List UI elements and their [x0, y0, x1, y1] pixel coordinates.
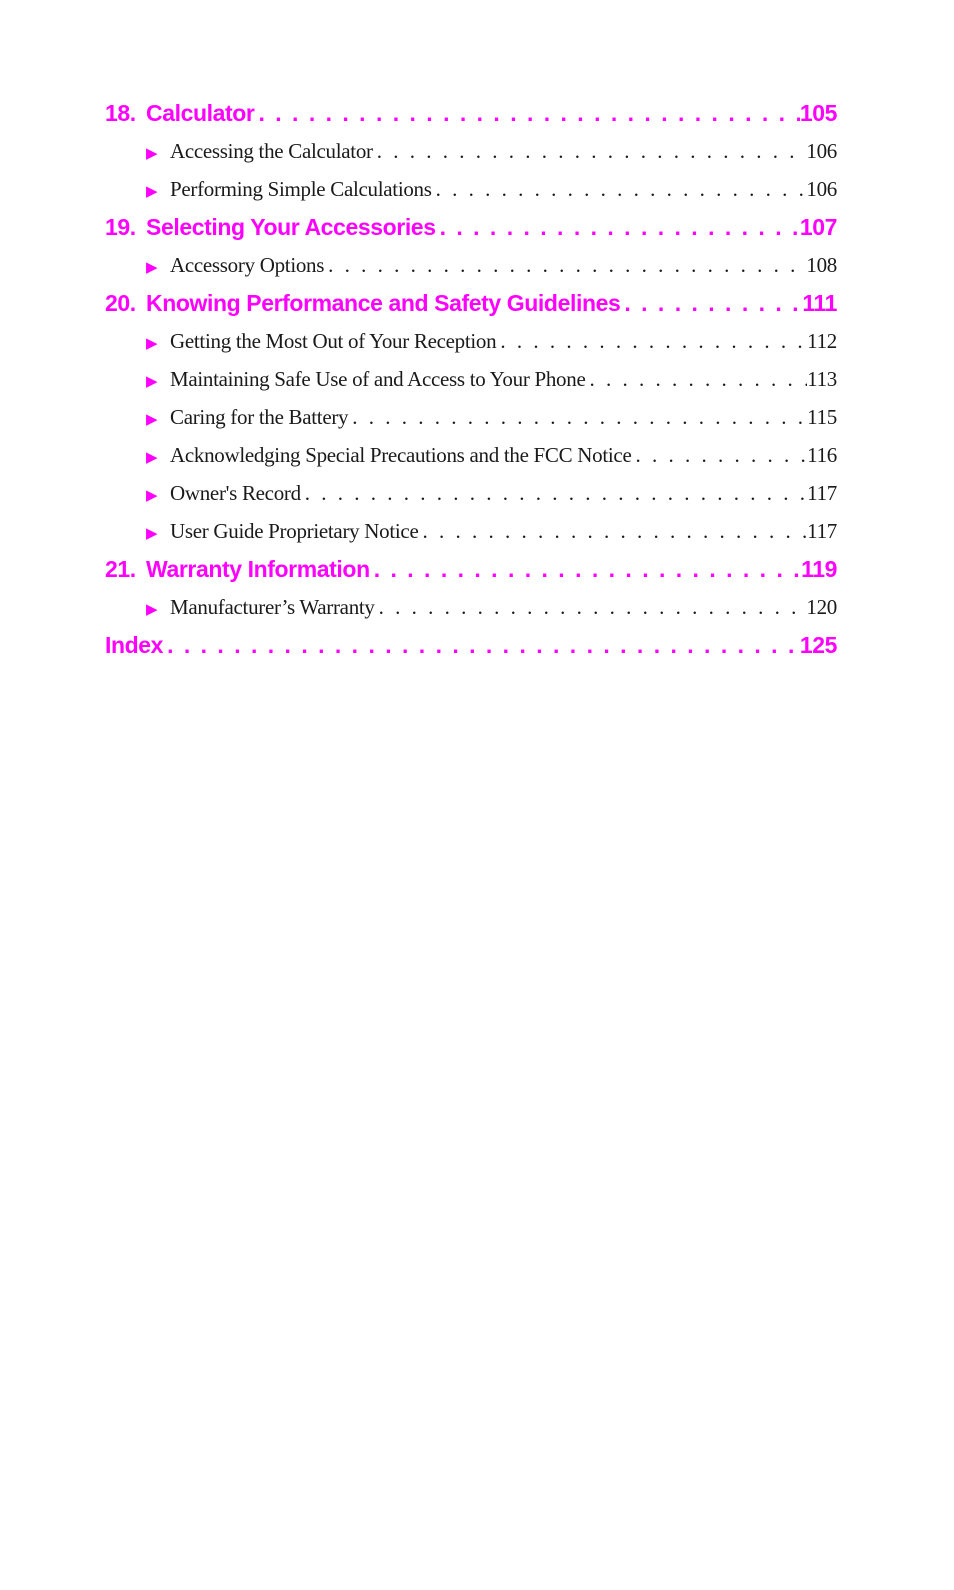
- section-title: User Guide Proprietary Notice: [170, 519, 419, 543]
- page-number: 113: [807, 367, 837, 391]
- section-title: Acknowledging Special Precautions and the FCC Notice: [170, 443, 632, 467]
- toc-chapter-calculator[interactable]: [105, 94, 837, 132]
- dot-leader: [496, 322, 807, 360]
- dot-leader: [436, 208, 800, 246]
- toc-section-owners-record[interactable]: [105, 474, 837, 512]
- page-number: 119: [801, 556, 837, 582]
- toc-section-simple-calculations[interactable]: [105, 170, 837, 208]
- page-number: 112: [807, 329, 837, 353]
- play-arrow-icon: ▶: [146, 448, 158, 466]
- section-title: Getting the Most Out of Your Reception: [170, 329, 497, 353]
- chapter-title: Calculator: [146, 100, 255, 126]
- chapter-number: 21.: [105, 556, 136, 582]
- play-arrow-icon: ▶: [146, 410, 158, 428]
- toc-section-accessing-calculator[interactable]: [105, 132, 837, 170]
- section-title: Manufacturer’s Warranty: [170, 595, 375, 619]
- page-number: 120: [806, 595, 837, 619]
- toc-section-accessory-options[interactable]: [105, 246, 837, 284]
- toc-section-manufacturers-warranty[interactable]: [105, 588, 837, 626]
- section-title: Maintaining Safe Use of and Access to Your Phone: [170, 367, 586, 391]
- section-title: Performing Simple Calculations: [170, 177, 432, 201]
- page-number: 115: [807, 405, 837, 429]
- play-arrow-icon: ▶: [146, 182, 158, 200]
- section-title: Accessing the Calculator: [170, 139, 373, 163]
- play-arrow-icon: ▶: [146, 486, 158, 504]
- dot-leader: [301, 474, 807, 512]
- dot-leader: [418, 512, 807, 550]
- table-of-contents: [105, 94, 837, 664]
- page-number: 107: [799, 214, 837, 240]
- chapter-title: Index: [105, 632, 164, 658]
- chapter-number: 20.: [105, 290, 136, 316]
- toc-section-battery[interactable]: [105, 398, 837, 436]
- chapter-title: Knowing Performance and Safety Guidelines: [146, 290, 621, 316]
- chapter-number: 19.: [105, 214, 136, 240]
- chapter-number: 18.: [105, 100, 136, 126]
- dot-leader: [373, 132, 807, 170]
- section-title: Owner's Record: [170, 481, 301, 505]
- dot-leader: [375, 588, 807, 626]
- toc-section-proprietary-notice[interactable]: [105, 512, 837, 550]
- dot-leader: [432, 170, 807, 208]
- dot-leader: [631, 436, 807, 474]
- play-arrow-icon: ▶: [146, 600, 158, 618]
- section-title: Caring for the Battery: [170, 405, 349, 429]
- section-title: Accessory Options: [170, 253, 325, 277]
- page-number: 106: [806, 177, 837, 201]
- play-arrow-icon: ▶: [146, 258, 158, 276]
- page-number: 116: [807, 443, 837, 467]
- chapter-title: Warranty Information: [146, 556, 370, 582]
- play-arrow-icon: ▶: [146, 144, 158, 162]
- page-number: 106: [806, 139, 837, 163]
- dot-leader: [370, 550, 801, 588]
- dot-leader: [585, 360, 807, 398]
- play-arrow-icon: ▶: [146, 372, 158, 390]
- dot-leader: [348, 398, 807, 436]
- page-number: 117: [807, 481, 837, 505]
- play-arrow-icon: ▶: [146, 524, 158, 542]
- page-number: 105: [799, 100, 837, 126]
- dot-leader: [163, 626, 800, 664]
- toc-chapter-accessories[interactable]: [105, 208, 837, 246]
- page-number: 117: [807, 519, 837, 543]
- chapter-title: Selecting Your Accessories: [146, 214, 436, 240]
- toc-section-safe-use[interactable]: [105, 360, 837, 398]
- dot-leader: [324, 246, 806, 284]
- toc-section-fcc-notice[interactable]: [105, 436, 837, 474]
- dot-leader: [620, 284, 802, 322]
- toc-chapter-index[interactable]: [105, 626, 837, 664]
- page-number: 108: [806, 253, 837, 277]
- dot-leader: [254, 94, 799, 132]
- toc-chapter-safety-guidelines[interactable]: [105, 284, 837, 322]
- toc-section-reception[interactable]: [105, 322, 837, 360]
- toc-chapter-warranty[interactable]: [105, 550, 837, 588]
- page-number: 125: [799, 632, 837, 658]
- play-arrow-icon: ▶: [146, 334, 158, 352]
- page-number: 111: [802, 290, 837, 316]
